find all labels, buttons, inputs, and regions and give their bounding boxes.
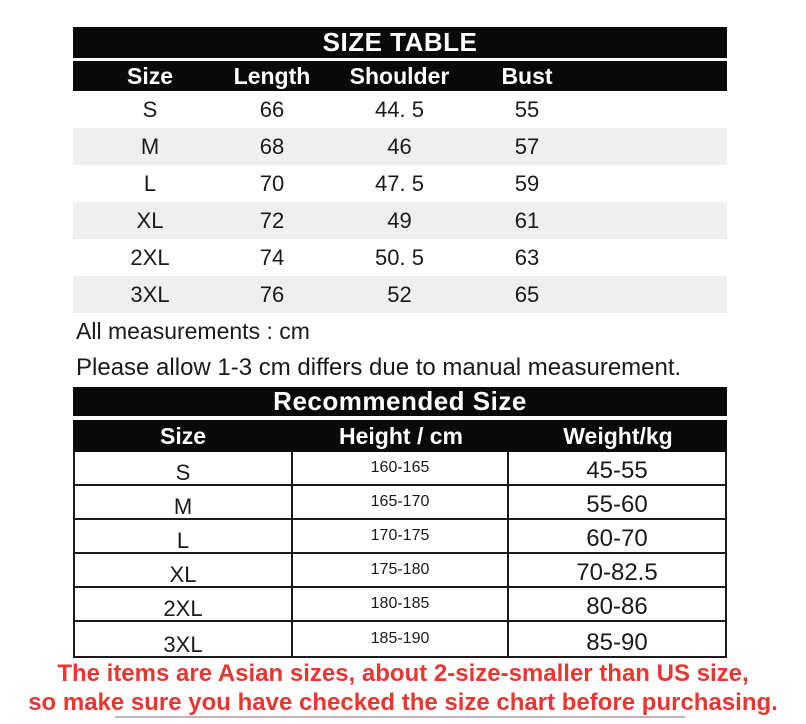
size-cell: 2XL <box>75 588 293 620</box>
height-cell: 170-175 <box>293 520 509 552</box>
shoulder-cell: 52 <box>387 281 412 307</box>
table-row <box>73 239 727 276</box>
weight-cell: 80-86 <box>586 593 648 620</box>
weight-cell: 70-82.5 <box>576 559 658 586</box>
length-cell: 66 <box>259 96 285 122</box>
table-row <box>73 128 727 165</box>
size-table <box>73 27 727 313</box>
bust-cell: 63 <box>514 244 540 270</box>
size-table-header-row <box>73 61 727 91</box>
bust-cell: 61 <box>514 207 540 233</box>
size-cell: L <box>75 520 293 552</box>
recommended-table-title <box>73 387 727 420</box>
column-header-shoulder: Shoulder <box>349 62 450 89</box>
size-cell: L <box>143 170 157 196</box>
shoulder-cell: 46 <box>387 133 412 159</box>
weight-cell: 85-90 <box>586 629 648 656</box>
shoulder-cell: 47. 5 <box>375 170 424 196</box>
weight-cell: 60-70 <box>586 525 648 552</box>
table-row <box>75 588 725 622</box>
recommended-table-header-row <box>73 420 727 452</box>
column-header-bust: Bust <box>501 62 553 89</box>
table-row <box>73 91 727 128</box>
table-row <box>75 520 725 554</box>
measurement-notes <box>76 318 776 382</box>
height-cell: 165-170 <box>293 486 509 518</box>
table-row <box>75 486 725 520</box>
length-cell: 72 <box>259 207 285 233</box>
table-row <box>73 165 727 202</box>
column-header-height: Height / cm <box>339 422 463 449</box>
size-cell: 3XL <box>75 622 293 656</box>
shoulder-cell: 44. 5 <box>375 96 424 122</box>
table-row <box>73 276 727 313</box>
recommended-size-table <box>73 387 727 658</box>
table-row <box>75 554 725 588</box>
bust-cell: 65 <box>514 281 540 307</box>
table-row <box>75 452 725 486</box>
bust-cell: 55 <box>514 96 540 122</box>
recommended-table-title-text: Recommended Size <box>273 386 527 416</box>
size-cell: XL <box>75 554 293 586</box>
column-header-size: Size <box>159 422 207 449</box>
shoulder-cell: 49 <box>387 207 412 233</box>
length-cell: 76 <box>259 281 285 307</box>
height-cell: 175-180 <box>293 554 509 586</box>
weight-cell: 55-60 <box>586 491 648 518</box>
column-header-size: Size <box>126 62 174 89</box>
size-cell: S <box>75 452 293 484</box>
column-header-length: Length <box>233 62 311 89</box>
shoulder-cell: 50. 5 <box>375 244 424 270</box>
size-cell: M <box>75 486 293 518</box>
note-units: All measurements : cm <box>76 318 310 344</box>
table-row <box>75 622 725 656</box>
bust-cell: 57 <box>514 133 540 159</box>
recommended-table-body <box>73 452 727 658</box>
size-cell: XL <box>136 207 164 233</box>
weight-cell: 45-55 <box>586 457 648 484</box>
size-cell: S <box>142 96 158 122</box>
bust-cell: 59 <box>514 170 540 196</box>
column-header-weight: Weight/kg <box>563 422 673 449</box>
height-cell: 160-165 <box>293 452 509 484</box>
length-cell: 74 <box>259 244 285 270</box>
size-table-title-text: SIZE TABLE <box>322 27 478 57</box>
asian-size-warning <box>0 659 806 717</box>
warning-line-2: so make sure you have checked the size chart before purchasing. <box>28 689 778 716</box>
size-cell: 2XL <box>130 244 170 270</box>
size-table-title <box>73 27 727 61</box>
note-tolerance: Please allow 1-3 cm differs due to manual measurement. <box>76 354 682 381</box>
scan-underline-artifact <box>115 716 685 718</box>
size-cell: M <box>140 133 160 159</box>
height-cell: 185-190 <box>293 622 509 656</box>
length-cell: 70 <box>259 170 285 196</box>
height-cell: 180-185 <box>293 588 509 620</box>
table-row <box>73 202 727 239</box>
size-cell: 3XL <box>130 281 170 307</box>
length-cell: 68 <box>259 133 285 159</box>
warning-line-1: The items are Asian sizes, about 2-size-smaller than US size, <box>57 660 749 687</box>
